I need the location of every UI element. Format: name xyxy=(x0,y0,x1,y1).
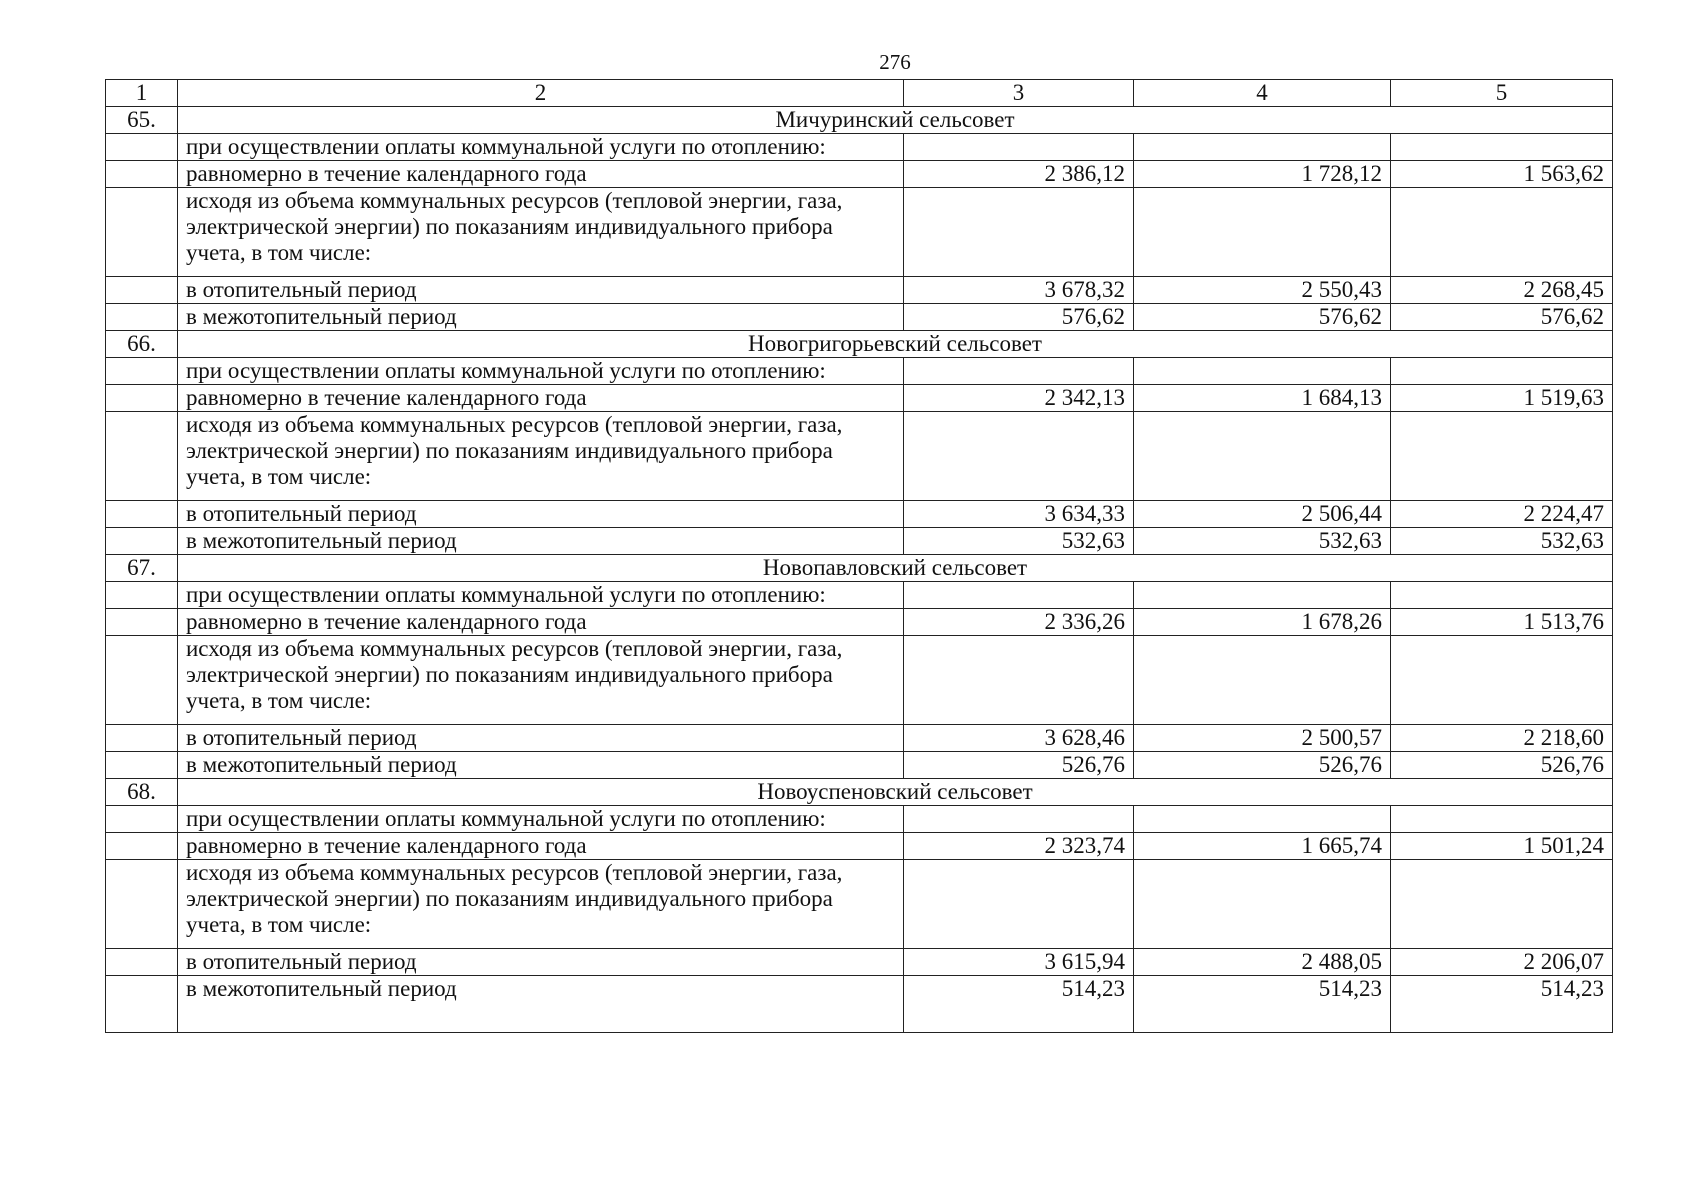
row-label: равномерно в течение календарного года xyxy=(178,609,904,636)
table-row xyxy=(106,833,1613,860)
value-cell-3 xyxy=(904,412,1134,501)
table-row xyxy=(106,277,1613,304)
table-row xyxy=(106,412,1613,501)
row-label: при осуществлении оплаты коммунальной услуги по отоплению: xyxy=(178,134,904,161)
value-cell-3: 3 615,94 xyxy=(904,949,1134,976)
empty-cell xyxy=(106,161,178,188)
value-cell-4 xyxy=(1134,582,1391,609)
value-cell-3 xyxy=(904,806,1134,833)
value-cell-5 xyxy=(1391,188,1613,277)
value-cell-4: 2 500,57 xyxy=(1134,725,1391,752)
section-number: 67. xyxy=(106,555,178,582)
value-cell-5: 1 519,63 xyxy=(1391,385,1613,412)
table-row xyxy=(106,582,1613,609)
empty-cell xyxy=(106,636,178,725)
value-cell-3: 2 336,26 xyxy=(904,609,1134,636)
value-cell-4: 1 728,12 xyxy=(1134,161,1391,188)
value-cell-3: 2 323,74 xyxy=(904,833,1134,860)
value-cell-5 xyxy=(1391,636,1613,725)
section-header-row xyxy=(106,555,1613,582)
value-cell-5: 576,62 xyxy=(1391,304,1613,331)
empty-cell xyxy=(106,501,178,528)
value-cell-3 xyxy=(904,134,1134,161)
page-number: 276 xyxy=(879,50,911,74)
section-name: Новоуспеновский сельсовет xyxy=(178,779,1613,806)
value-cell-4 xyxy=(1134,860,1391,949)
table-row xyxy=(106,806,1613,833)
column-header: 1 xyxy=(106,80,178,107)
table-row xyxy=(106,188,1613,277)
table-row xyxy=(106,976,1613,1033)
value-cell-4: 1 678,26 xyxy=(1134,609,1391,636)
value-cell-3 xyxy=(904,860,1134,949)
value-cell-3 xyxy=(904,358,1134,385)
table-row xyxy=(106,752,1613,779)
table-body xyxy=(106,80,1613,1033)
value-cell-4: 514,23 xyxy=(1134,976,1391,1033)
row-label: равномерно в течение календарного года xyxy=(178,385,904,412)
row-label: исходя из объема коммунальных ресурсов (тепловой энергии, газа, электрической энергии) по показаниям индивидуального прибора учета, в том числе: xyxy=(178,188,904,277)
value-cell-3: 2 342,13 xyxy=(904,385,1134,412)
value-cell-3: 3 678,32 xyxy=(904,277,1134,304)
section-header-row xyxy=(106,331,1613,358)
value-cell-3: 3 634,33 xyxy=(904,501,1134,528)
empty-cell xyxy=(106,277,178,304)
empty-cell xyxy=(106,528,178,555)
table-row xyxy=(106,528,1613,555)
value-cell-4: 2 506,44 xyxy=(1134,501,1391,528)
value-cell-3: 514,23 xyxy=(904,976,1134,1033)
value-cell-4: 576,62 xyxy=(1134,304,1391,331)
empty-cell xyxy=(106,188,178,277)
row-label: в межотопительный период xyxy=(178,752,904,779)
column-header: 3 xyxy=(904,80,1134,107)
value-cell-4 xyxy=(1134,188,1391,277)
value-cell-5 xyxy=(1391,860,1613,949)
table-row xyxy=(106,860,1613,949)
table-row xyxy=(106,385,1613,412)
section-number: 68. xyxy=(106,779,178,806)
section-number: 66. xyxy=(106,331,178,358)
empty-cell xyxy=(106,582,178,609)
empty-cell xyxy=(106,385,178,412)
section-header-row xyxy=(106,779,1613,806)
empty-cell xyxy=(106,976,178,1033)
value-cell-3: 2 386,12 xyxy=(904,161,1134,188)
tariff-table xyxy=(105,79,1613,1033)
empty-cell xyxy=(106,752,178,779)
table-row xyxy=(106,725,1613,752)
row-label: в отопительный период xyxy=(178,277,904,304)
section-name: Новопавловский сельсовет xyxy=(178,555,1613,582)
row-label: исходя из объема коммунальных ресурсов (тепловой энергии, газа, электрической энергии) по показаниям индивидуального прибора учета, в том числе: xyxy=(178,636,904,725)
table-row xyxy=(106,609,1613,636)
value-cell-5 xyxy=(1391,134,1613,161)
empty-cell xyxy=(106,134,178,161)
value-cell-5: 2 206,07 xyxy=(1391,949,1613,976)
value-cell-3 xyxy=(904,636,1134,725)
row-label: при осуществлении оплаты коммунальной услуги по отоплению: xyxy=(178,806,904,833)
value-cell-5: 2 268,45 xyxy=(1391,277,1613,304)
value-cell-4: 2 488,05 xyxy=(1134,949,1391,976)
value-cell-3: 532,63 xyxy=(904,528,1134,555)
value-cell-4: 1 684,13 xyxy=(1134,385,1391,412)
table-row xyxy=(106,636,1613,725)
empty-cell xyxy=(106,358,178,385)
value-cell-5: 2 218,60 xyxy=(1391,725,1613,752)
section-header-row xyxy=(106,107,1613,134)
empty-cell xyxy=(106,860,178,949)
column-header: 5 xyxy=(1391,80,1613,107)
value-cell-5 xyxy=(1391,806,1613,833)
value-cell-3 xyxy=(904,188,1134,277)
row-label: равномерно в течение календарного года xyxy=(178,833,904,860)
value-cell-5 xyxy=(1391,582,1613,609)
table-row xyxy=(106,501,1613,528)
value-cell-3: 576,62 xyxy=(904,304,1134,331)
empty-cell xyxy=(106,725,178,752)
row-label: в межотопительный период xyxy=(178,304,904,331)
empty-cell xyxy=(106,833,178,860)
empty-cell xyxy=(106,412,178,501)
row-label: в отопительный период xyxy=(178,501,904,528)
value-cell-5: 2 224,47 xyxy=(1391,501,1613,528)
row-label: равномерно в течение календарного года xyxy=(178,161,904,188)
row-label: в межотопительный период xyxy=(178,528,904,555)
table-row xyxy=(106,949,1613,976)
row-label: исходя из объема коммунальных ресурсов (тепловой энергии, газа, электрической энергии) по показаниям индивидуального прибора учета, в том числе: xyxy=(178,412,904,501)
value-cell-4 xyxy=(1134,358,1391,385)
empty-cell xyxy=(106,609,178,636)
table-row xyxy=(106,161,1613,188)
value-cell-4 xyxy=(1134,412,1391,501)
value-cell-5 xyxy=(1391,358,1613,385)
column-number-row xyxy=(106,80,1613,107)
row-label: при осуществлении оплаты коммунальной услуги по отоплению: xyxy=(178,582,904,609)
section-number: 65. xyxy=(106,107,178,134)
table-row xyxy=(106,304,1613,331)
table-row xyxy=(106,358,1613,385)
value-cell-5: 514,23 xyxy=(1391,976,1613,1033)
value-cell-4 xyxy=(1134,806,1391,833)
row-label: в отопительный период xyxy=(178,725,904,752)
value-cell-5: 1 501,24 xyxy=(1391,833,1613,860)
column-header: 4 xyxy=(1134,80,1391,107)
value-cell-4: 2 550,43 xyxy=(1134,277,1391,304)
value-cell-3: 526,76 xyxy=(904,752,1134,779)
value-cell-3: 3 628,46 xyxy=(904,725,1134,752)
row-label: в межотопительный период xyxy=(178,976,904,1033)
column-header: 2 xyxy=(178,80,904,107)
section-name: Новогригорьевский сельсовет xyxy=(178,331,1613,358)
table-row xyxy=(106,134,1613,161)
row-label: при осуществлении оплаты коммунальной услуги по отоплению: xyxy=(178,358,904,385)
value-cell-5 xyxy=(1391,412,1613,501)
empty-cell xyxy=(106,949,178,976)
value-cell-4: 1 665,74 xyxy=(1134,833,1391,860)
value-cell-4: 526,76 xyxy=(1134,752,1391,779)
row-label: исходя из объема коммунальных ресурсов (тепловой энергии, газа, электрической энергии) по показаниям индивидуального прибора учета, в том числе: xyxy=(178,860,904,949)
empty-cell xyxy=(106,806,178,833)
value-cell-4 xyxy=(1134,636,1391,725)
value-cell-5: 532,63 xyxy=(1391,528,1613,555)
value-cell-4 xyxy=(1134,134,1391,161)
value-cell-4: 532,63 xyxy=(1134,528,1391,555)
value-cell-5: 1 513,76 xyxy=(1391,609,1613,636)
row-label: в отопительный период xyxy=(178,949,904,976)
section-name: Мичуринский сельсовет xyxy=(178,107,1613,134)
value-cell-5: 1 563,62 xyxy=(1391,161,1613,188)
value-cell-3 xyxy=(904,582,1134,609)
value-cell-5: 526,76 xyxy=(1391,752,1613,779)
empty-cell xyxy=(106,304,178,331)
